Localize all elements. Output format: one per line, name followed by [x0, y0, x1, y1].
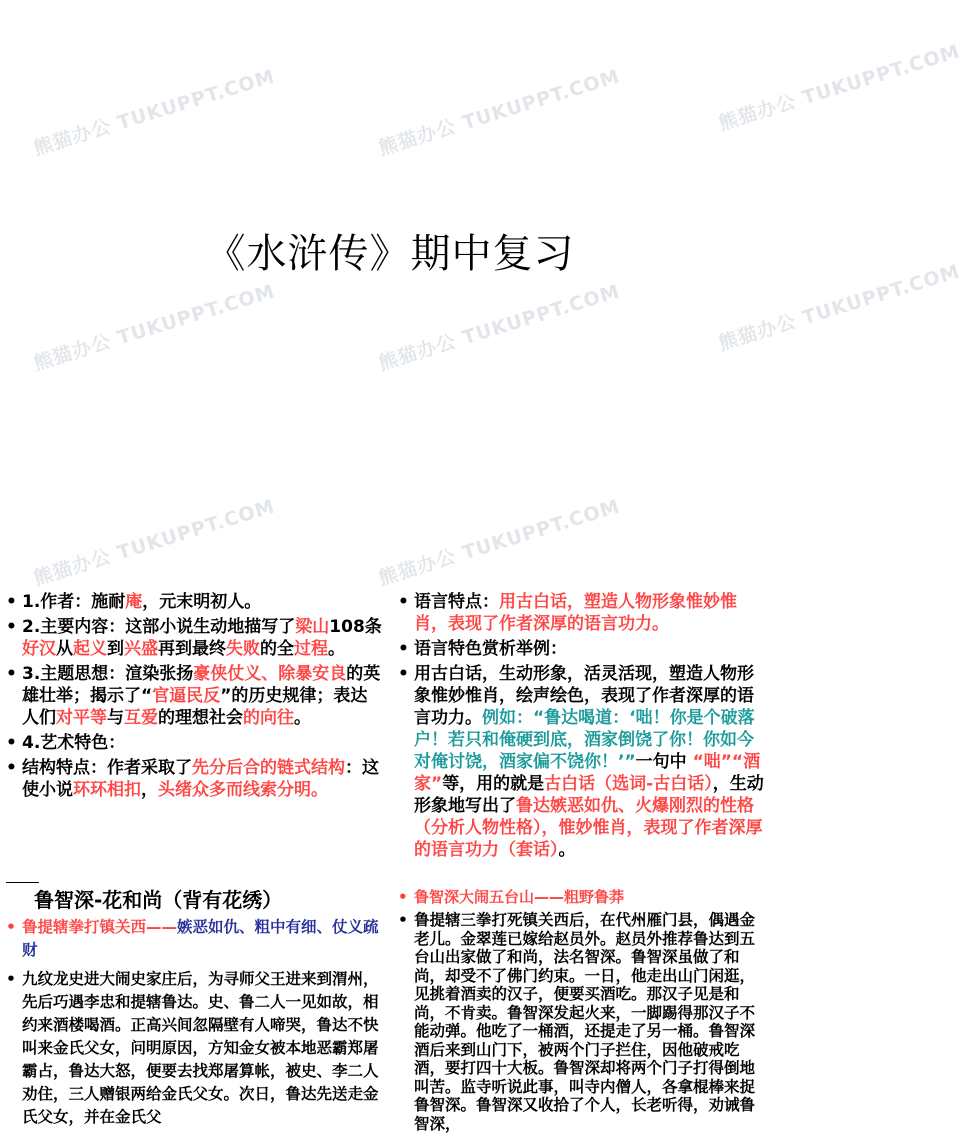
story-text: 九纹龙史进大闹史家庄后，为寻师父王进来到渭州，先后巧遇李忠和提辖鲁达。史、鲁二人一见如故，相约来酒楼喝酒。正高兴间忽隔壁有人啼哭，鲁达不快叫来金氏父女，问明原因，方知金女被本地恶霸郑屠霸占，鲁达大怒，便要去找郑屠算帐，被史、李二人劝住，三人赠银两给金氏父女。次日，鲁达先送走金氏父女，并在金氏父 — [22, 970, 379, 1126]
event-title: 鲁提辖拳打镇关西—— — [22, 918, 178, 936]
text: ，元末明初人。 — [142, 592, 262, 612]
event-item — [6, 916, 384, 962]
text: 108条 — [329, 617, 382, 637]
text: 。 — [294, 708, 311, 728]
highlight: 失败 — [226, 639, 260, 659]
right-top-column — [398, 591, 770, 864]
example-title-item — [398, 638, 770, 660]
text: ， — [141, 780, 158, 800]
highlight: 对平等 — [56, 708, 107, 728]
watermark: 熊猫办公 TUKUPPT.COM — [376, 495, 623, 590]
highlight: 头绪众多而线索分明。 — [158, 780, 328, 800]
page-title: 《水浒传》期中复习 — [205, 231, 575, 277]
event-title: 鲁智深大闹五台山——粗野鲁莽 — [414, 888, 625, 906]
watermark: 熊猫办公 TUKUPPT.COM — [716, 40, 963, 135]
text: 1.作者：施耐 — [22, 592, 126, 612]
watermark: 熊猫办公 TUKUPPT.COM — [31, 65, 278, 160]
language-item — [398, 591, 770, 635]
watermark: 熊猫办公 TUKUPPT.COM — [376, 65, 623, 160]
story-text: 鲁提辖三拳打死镇关西后，在代州雁门县，偶遇金老儿。金翠莲已嫁给赵员外。赵员外推荐鲁达到五台山出家做了和尚，法名智深。鲁智深虽做了和尚，却受不了佛门约束。一日，他走出山门闲逛，见挑着酒卖的汉子，便要买酒吃。那汉子见是和尚，不肯卖。鲁智深发起火来，一脚踢得那汉子不能动弹。他吃了一桶酒，还提走了另一桶。鲁智深酒后来到山门下，被两个门子拦住，因他破戒吃酒，要打四十大板。鲁智深却将两个门子打得倒地叫苦。监寺听说此事，叫寺内僧人，各拿棍棒来捉鲁智深。鲁智深又收拾了个人，长老听得，劝诫鲁智深， — [414, 911, 756, 1133]
author-item — [6, 591, 384, 613]
highlight: 古白话（选词-古白话） — [544, 774, 713, 794]
example-label: 例如： — [482, 708, 533, 728]
highlight: 先分后合的链式结构 — [192, 758, 345, 778]
highlight: 起义 — [73, 639, 107, 659]
text: ：这使小说 — [22, 758, 379, 800]
text: 结构特点：作者采取了 — [22, 758, 192, 778]
highlight: 的向往 — [243, 708, 294, 728]
left-bottom-column — [6, 916, 384, 1135]
highlight: 过程 — [294, 639, 328, 659]
highlight: 豪侠仗义、除暴安良 — [193, 664, 347, 684]
text: 从 — [56, 639, 73, 659]
text: 一句中 — [635, 752, 693, 772]
text: ”的历史规律；表达人们 — [22, 686, 368, 728]
highlight: “咄”“酒家” — [414, 752, 761, 794]
text: 语言特点： — [414, 592, 499, 612]
highlight: ，惟妙惟肖，表现了作者深厚的语言功力（套话） — [414, 818, 763, 860]
highlight: 好汉 — [22, 639, 56, 659]
text: 到 — [107, 639, 124, 659]
highlight: 兴盛 — [124, 639, 158, 659]
theme-item — [6, 663, 384, 729]
section-divider — [6, 882, 39, 883]
story-item — [398, 911, 770, 1133]
analysis-item — [398, 663, 770, 861]
text: ，生动形象地写出了 — [414, 774, 764, 816]
highlight: 互爱 — [124, 708, 158, 728]
watermark: 熊猫办公 TUKUPPT.COM — [716, 260, 963, 355]
watermark: 熊猫办公 TUKUPPT.COM — [31, 495, 278, 590]
story-item — [6, 968, 384, 1129]
watermark: 熊猫办公 TUKUPPT.COM — [31, 280, 278, 375]
highlight: 官逼民反 — [152, 686, 221, 706]
text: 用古白话，生动形象，活灵活现，塑造人物形象惟妙惟肖，绘声绘色，表现了作者深厚的语言功力。 — [414, 664, 754, 728]
text: 的理想社会 — [158, 708, 243, 728]
highlight: 梁山 — [295, 617, 330, 637]
text: 与 — [107, 708, 124, 728]
text: 。 — [328, 639, 345, 659]
text: 再到最终 — [158, 639, 226, 659]
structure-item — [6, 757, 384, 801]
event-item — [398, 888, 770, 907]
character-traits: 嫉恶如仇、粗中有细、仗义疏财 — [22, 918, 379, 959]
text: 等，用的就是 — [442, 774, 545, 794]
text: 语言特色赏析举例： — [414, 639, 567, 659]
text: 的英雄壮举；揭示了“ — [22, 664, 381, 706]
example-quote: “鲁达喝道：‘咄！你是个破落户！若只和俺硬到底，酒家倒饶了你！你如今对俺讨饶，酒家偏不饶你！’” — [414, 708, 755, 772]
highlight: 庵 — [125, 592, 143, 612]
highlight: 环环相扣 — [73, 780, 141, 800]
text: 的全 — [260, 639, 294, 659]
left-top-column — [6, 591, 384, 804]
text: 3.主题思想：渲染张扬 — [22, 664, 194, 684]
art-item — [6, 732, 384, 754]
text: 4.艺术特色： — [22, 733, 126, 753]
watermark: 熊猫办公 TUKUPPT.COM — [376, 280, 623, 375]
right-bottom-column — [398, 888, 770, 1137]
highlight: 用古白话，塑造人物形象惟妙惟肖，表现了作者深厚的语言功力。 — [414, 592, 737, 634]
text: 。 — [558, 840, 576, 860]
section-heading: 鲁智深-花和尚（背有花绣） — [34, 888, 283, 912]
highlight: 鲁达嫉恶如仇、火爆刚烈的性格（分析人物性格） — [414, 796, 754, 838]
content-item — [6, 616, 384, 660]
text: 2.主要内容：这部小说生动地描写了 — [22, 617, 296, 637]
